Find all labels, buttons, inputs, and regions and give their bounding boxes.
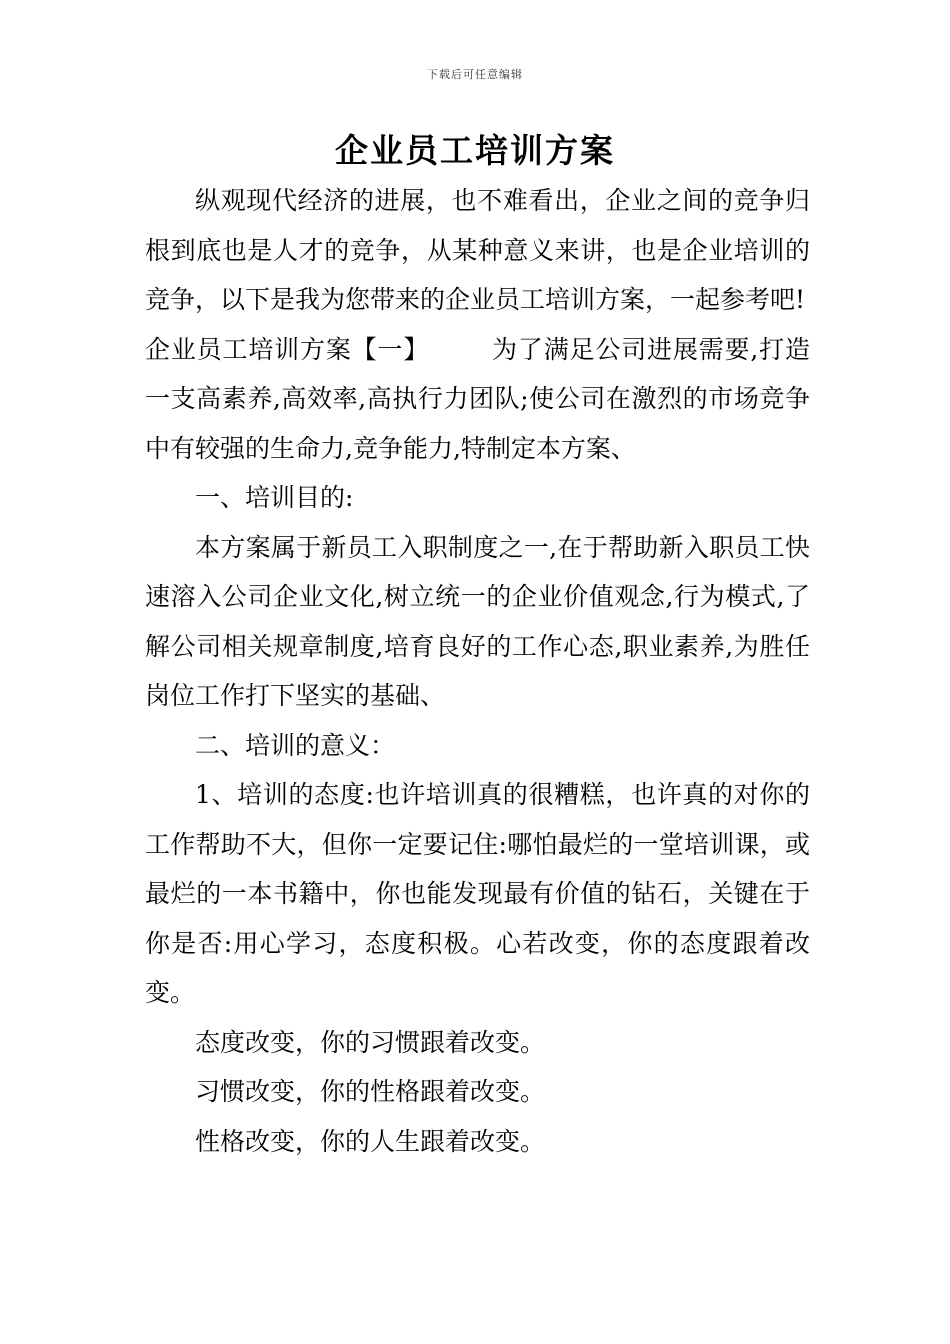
section-one-paragraph: [145, 325, 810, 474]
meaning-heading: 二、培训的意义：: [195, 730, 396, 760]
header-note: 下载后可任意编辑: [427, 68, 523, 81]
section-one-heading: 企业员工培训方案【一】: [145, 334, 430, 364]
section-one-text: 为了满足公司进展需要,打造一支高素养,高效率,高执行力团队;使公司在激烈的市场竞争中有较强的生命力,竞争能力,特制定本方案、: [145, 334, 810, 463]
document-title: 企业员工培训方案: [335, 131, 615, 170]
purpose-heading: 一、培训目的:: [195, 483, 354, 512]
document-body: [145, 176, 810, 1166]
attitude-paragraph: 1、培训的态度:也许培训真的很糟糕，也许真的对你的工作帮助不大，但你一定要记住:哪怕最烂的一堂培训课，或最烂的一本书籍中，你也能发现最有价值的钻石，关键在于你是否:用心学习，态度积极。心若改变，你的态度跟着改变。: [145, 780, 810, 1007]
purpose-paragraph: 本方案属于新员工入职制度之一,在于帮助新入职员工快速溶入公司企业文化,树立统一的企业价值观念,行为模式,了解公司相关规章制度,培育良好的工作心态,职业素养,为胜任岗位工作打下坚实的基础、: [145, 532, 810, 710]
character-line: 习惯改变，你的性格跟着改变。: [195, 1077, 546, 1106]
habit-line: 态度改变，你的习惯跟着改变。: [195, 1027, 546, 1057]
life-line: 性格改变，你的人生跟着改变。: [195, 1126, 546, 1156]
intro-paragraph: 纵观现代经济的进展，也不难看出，企业之间的竞争归根到底也是人才的竞争，从某种意义来讲，也是企业培训的竞争，以下是我为您带来的企业员工培训方案，一起参考吧!: [145, 186, 810, 314]
